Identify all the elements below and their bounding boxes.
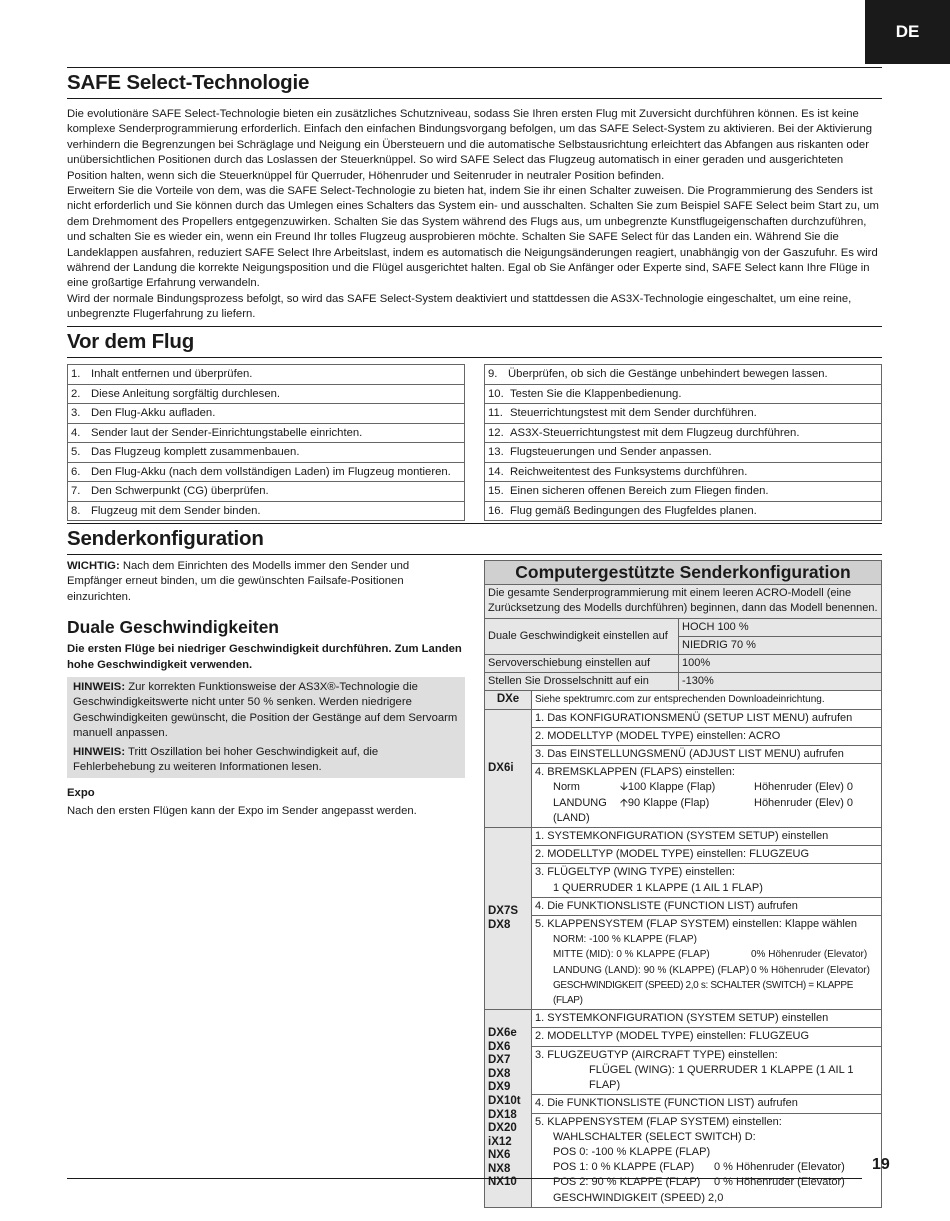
hint-2-label: HINWEIS: (73, 745, 126, 758)
dx6i-step-3: 3. Das EINSTELLUNGSMENÜ (ADJUST LIST MENU) aufrufen (532, 746, 882, 764)
checklist-cell (485, 482, 882, 502)
checklist-cell (68, 404, 465, 424)
checklist-row (68, 423, 465, 443)
checklist-row (485, 423, 882, 443)
checklist-text: Testen Sie die Klappenbedienung. (510, 387, 682, 400)
checklist-text: Einen sicheren offenen Bereich zum Fliegen finden. (510, 485, 769, 498)
important-label: WICHTIG: (67, 560, 120, 572)
dx6i-land-elev: Höhenruder (Elev) 0 (754, 796, 854, 809)
checklist-text: Flugzeug mit dem Sender binden. (91, 504, 261, 517)
checklist-cell (485, 404, 882, 424)
safe-section (67, 67, 882, 323)
dx7s-mid-elev: 0% Höhenruder (Elevator) (751, 949, 868, 961)
dx7s-mid-row (535, 947, 878, 962)
checklist-number: 10. (488, 387, 504, 400)
table-title: Computergestützte Senderkonfiguration (485, 561, 882, 585)
dx6e-step-1: 1. SYSTEMKONFIGURATION (SYSTEM SETUP) einstellen (532, 1010, 882, 1028)
expo-title: Expo (67, 787, 95, 800)
dx7s-norm: NORM: -100 % KLAPPE (FLAP) (553, 934, 697, 946)
footer-rule (67, 1178, 862, 1179)
preflight-section (67, 326, 882, 358)
checklist-number: 7. (71, 485, 81, 498)
page-number: 19 (872, 1156, 890, 1173)
checklist-text: Steuerrichtungstest mit dem Sender durchführen. (510, 407, 757, 420)
throttle-cut-value: -130% (679, 673, 882, 691)
dx7s-step-1: 1. SYSTEMKONFIGURATION (SYSTEM SETUP) einstellen (532, 828, 882, 846)
dx6i-step-2: 2. MODELLTYP (MODEL TYPE) einstellen: ACRO (532, 727, 882, 745)
checklist-row (485, 384, 882, 404)
expo-text: Nach den ersten Flügen kann der Expo im Sender angepasst werden. (67, 804, 417, 817)
dx6i-land-label: LANDUNG (LAND) (553, 796, 607, 824)
hint-1 (73, 680, 459, 742)
checklist-text: Flugsteuerungen und Sender anpassen. (510, 446, 712, 459)
dx6e-step-3-title: 3. FLUGZEUGTYP (AIRCRAFT TYPE) einstellen: (535, 1048, 778, 1061)
checklist-row (485, 501, 882, 521)
dx6i-step-4-title: 4. BREMSKLAPPEN (FLAPS) einstellen: (535, 766, 735, 779)
safe-title: SAFE Select-Technologie (67, 71, 310, 94)
model-name: NX6 (488, 1149, 511, 1162)
safe-paragraph-1: Die evolutionäre SAFE Select-Technologie bieten ein zusätzliches Schutzniveau, sodass Sie Ihren ersten Flug mit Zuversicht durchführen können. Es ist keine komplexe Senderprogrammierung erforderlich. Einfach den einfachen Bindungsvorgang befolgen, um das SAFE Select-System zu aktivieren. Bei der Aktivierung verhindern die Begrenzungen bei Schräglage und Neigung ein Übersteuern und die automatische Selbstausrichtung erleichtert das Abfangen aus riskanten oder unübersichtlichen Positionen durch das Loslassen der Steuerknüppel. So wird SAFE Select das Flugzeug automatisch in einer geraden und ausgerichteten Position halten, wenn sich die Steuerknüppel für Querruder, Höhenruder und Seitenruder in neutraler Position befinden. (67, 108, 873, 182)
model-name: DX6 (488, 1040, 511, 1053)
dx7s-mid: MITTE (MID): 0 % KLAPPE (FLAP) (553, 949, 710, 961)
dx6e-pos2: POS 2: 90 % KLAPPE (FLAP) (553, 1176, 701, 1189)
dx7s-step-3-title: 3. FLÜGELTYP (WING TYPE) einstellen: (535, 866, 735, 879)
hint-box (67, 677, 465, 778)
preflight-checklist-left (67, 364, 465, 521)
safe-paragraph-2: Erweitern Sie die Vorteile von dem, was die SAFE Select-Technologie zu bieten hat, indem Sie ihr einen Schalter zuweisen. Die Programmierung des Senders ist nicht erforderlich und Sie können durch das Umlegen eines Schalters das System ein- und ausschalten. Schalten Sie zum Beispiel SAFE Select beim Start zu, um dem Drehmoment des Propellers entgegenzuwirken. Schalten Sie das System während des Flugs aus, um unbegrenzte Kunstflugeigenschaften durchzuführen, und schalten Sie es wieder ein, wenn ein Freund Ihr tolles Flugzeug ausprobieren möchte. Schalten Sie SAFE Select für das Landen ein. Während Sie die Landeklappen ausfahren, reduziert SAFE Select Ihre Arbeitslast, indem es automatisch die Neigungsänderungen reagiert, unabhängig von der Gaszufuhr. Es wird während der Landung die korrekte Neigungsposition und die Flügel ausgerichtet halten. Egal ob Sie Anfänger oder Experte sind, SAFE Select kann Ihre Flüge in eine großartige Erfahrung verwandeln. (67, 185, 879, 290)
servo-travel-label: Servoverschiebung einstellen auf (485, 655, 679, 673)
dx7s-speed: GESCHWINDIGKEIT (SPEED) 2,0 s: SCHALTER (SWITCH) = KLAPPE (FLAP) (553, 979, 854, 1007)
dual-rate-label: Duale Geschwindigkeit einstellen auf (485, 618, 679, 654)
model-dx7s-dx8: DX7S DX8 (485, 828, 532, 1010)
language-tab (865, 0, 950, 64)
dual-rates-title: Duale Geschwindigkeiten (67, 617, 279, 638)
dx6e-pos1: POS 1: 0 % KLAPPE (FLAP) (553, 1161, 695, 1174)
dx6e-speed: GESCHWINDIGKEIT (SPEED) 2,0 (553, 1191, 724, 1204)
checklist-cell (68, 423, 465, 443)
checklist-number: 14. (488, 465, 504, 478)
dx6e-pos0: POS 0: -100 % KLAPPE (FLAP) (553, 1145, 711, 1158)
throttle-cut-label: Stellen Sie Drosselschnitt auf ein (485, 673, 679, 691)
preflight-checklist-right (484, 364, 882, 521)
dx6i-norm-label: Norm (553, 781, 580, 794)
hint-1-text: Zur korrekten Funktionsweise der AS3X®-Technologie die Geschwindigkeitswerte nicht unter 50 % senken. Werden niedrigere Geschwindigkeiten gewünscht, die Position der Gestänge auf dem Servoarm manuell anpassen. (73, 681, 458, 740)
checklist-cell (68, 384, 465, 404)
checklist-cell (485, 501, 882, 521)
checklist-cell (485, 462, 882, 482)
dx7s-step-5 (532, 916, 882, 1010)
checklist-number: 9. (488, 368, 498, 381)
checklist-row (485, 404, 882, 424)
dual-rates-instruction: Die ersten Flüge bei niedriger Geschwindigkeit durchführen. Zum Landen hohe Geschwindigkeit verwenden. (67, 643, 462, 671)
model-name: DX8 (488, 1067, 511, 1080)
checklist-cell (68, 501, 465, 521)
checklist-number: 2. (71, 387, 81, 400)
checklist-number: 13. (488, 446, 504, 459)
dx6e-step-3 (532, 1046, 882, 1095)
dx6i-norm-text: 100 Klappe (Flap) (627, 781, 716, 794)
dx6e-step-5-title: 5. KLAPPENSYSTEM (FLAP SYSTEM) einstellen: (535, 1115, 782, 1128)
model-dx6i: DX6i (485, 709, 532, 827)
dx6i-norm-row (535, 780, 878, 795)
checklist-row (68, 482, 465, 502)
model-name: DX9 (488, 1081, 511, 1094)
checklist-cell (68, 365, 465, 385)
dx7s-step-3 (532, 864, 882, 897)
checklist-number: 8. (71, 504, 81, 517)
checklist-row (485, 462, 882, 482)
model-name: DX10t (488, 1094, 521, 1107)
dx7s-land-row (535, 963, 878, 978)
checklist-cell (485, 443, 882, 463)
dx6e-pos1-row (535, 1160, 878, 1175)
checklist-number: 12. (488, 426, 504, 439)
checklist-number: 15. (488, 485, 504, 498)
dx6i-step-1: 1. Das KONFIGURATIONSMENÜ (SETUP LIST MENU) aufrufen (532, 709, 882, 727)
checklist-text: Den Schwerpunkt (CG) überprüfen. (91, 485, 269, 498)
model-name: NX8 (488, 1162, 511, 1175)
checklist-text: Diese Anleitung sorgfältig durchlesen. (91, 387, 281, 400)
checklist-cell (68, 482, 465, 502)
sender-left-column (67, 559, 465, 819)
dual-rate-high: HOCH 100 % (679, 618, 882, 636)
dx7s-step-5-title: 5. KLAPPENSYSTEM (FLAP SYSTEM) einstellen: Klappe wählen (535, 918, 857, 931)
model-name: DX6e (488, 1026, 517, 1039)
safe-paragraph-3: Wird der normale Bindungsprozess befolgt, so wird das SAFE Select-System deaktiviert und stattdessen die AS3X-Technologie eingeschaltet, um eine reine, unbegrenzte Flugerfahrung zu liefern. (67, 292, 852, 321)
checklist-text: Den Flug-Akku aufladen. (91, 407, 216, 420)
dx7s-step-3-value: 1 QUERRUDER 1 KLAPPE (1 AIL 1 FLAP) (553, 881, 763, 894)
checklist-text: Flug gemäß Bedingungen des Flugfeldes planen. (510, 504, 757, 517)
dx7s-step-4: 4. Die FUNKTIONSLISTE (FUNCTION LIST) aufrufen (532, 897, 882, 915)
preflight-title: Vor dem Flug (67, 330, 195, 353)
checklist-text: Reichweitentest des Funksystems durchführen. (510, 465, 748, 478)
checklist-text: Das Flugzeug komplett zusammenbauen. (91, 446, 300, 459)
dx6e-pos2-elev: 0 % Höhenruder (Elevator) (714, 1176, 845, 1189)
sender-section (67, 523, 882, 555)
checklist-cell (485, 384, 882, 404)
dx6e-step-3-value: FLÜGEL (WING): 1 QUERRUDER 1 KLAPPE (1 AIL 1 FLAP) (589, 1063, 854, 1092)
dx7s-land-elev: 0 % Höhenruder (Elevator) (751, 964, 870, 976)
checklist-number: 16. (488, 504, 504, 517)
dx7s-step-2: 2. MODELLTYP (MODEL TYPE) einstellen: FLUGZEUG (532, 846, 882, 864)
checklist-text: Den Flug-Akku (nach dem vollständigen Laden) im Flugzeug montieren. (91, 465, 451, 478)
table-intro: Die gesamte Senderprogrammierung mit einem leeren ACRO-Modell (eine Zurücksetzung des Modells durchführen) beginnen, dann das Modell benennen. (485, 585, 882, 618)
checklist-text: AS3X-Steuerrichtungstest mit dem Flugzeug durchführen. (510, 426, 800, 439)
dx6e-select-switch: WAHLSCHALTER (SELECT SWITCH) D: (553, 1130, 756, 1143)
transmitter-setup-table (484, 560, 882, 1208)
checklist-row (485, 443, 882, 463)
dx6e-step-5 (532, 1113, 882, 1207)
checklist-row (68, 365, 465, 385)
model-name: iX12 (488, 1135, 512, 1148)
arrow-down-icon: 🡫 (620, 781, 628, 794)
hint-1-label: HINWEIS: (73, 681, 126, 694)
checklist-row (485, 365, 882, 385)
dx6e-step-2: 2. MODELLTYP (MODEL TYPE) einstellen: FLUGZEUG (532, 1028, 882, 1046)
dx6e-pos1-elev: 0 % Höhenruder (Elevator) (714, 1161, 845, 1174)
important-note (67, 559, 465, 605)
checklist-number: 6. (71, 465, 81, 478)
checklist-row (68, 384, 465, 404)
checklist-number: 3. (71, 407, 81, 420)
checklist-row (68, 501, 465, 521)
hint-2 (73, 745, 459, 776)
checklist-cell (68, 443, 465, 463)
dx6i-land-value (620, 796, 754, 826)
checklist-row (68, 404, 465, 424)
dx6e-step-4: 4. Die FUNKTIONSLISTE (FUNCTION LIST) aufrufen (532, 1095, 882, 1113)
arrow-up-icon: 🡩 (620, 796, 628, 809)
checklist-text: Sender laut der Sender-Einrichtungstabelle einrichten. (91, 426, 363, 439)
checklist-text: Inhalt entfernen und überprüfen. (91, 368, 253, 381)
checklist-row (68, 462, 465, 482)
dx6i-step-4 (532, 764, 882, 828)
dx6i-land-text: 90 Klappe (Flap) (627, 796, 710, 809)
dx7s-land: LANDUNG (LAND): 90 % (KLAPPE) (FLAP) (553, 964, 750, 976)
checklist-text: Überprüfen, ob sich die Gestänge unbehindert bewegen lassen. (508, 368, 828, 381)
language-label: DE (895, 22, 920, 41)
checklist-number: 11. (488, 407, 503, 420)
model-name: DX7 (488, 1054, 511, 1067)
checklist-number: 5. (71, 446, 81, 459)
checklist-cell (485, 423, 882, 443)
dx6i-land-row (535, 796, 878, 826)
checklist-number: 1. (71, 368, 81, 381)
model-name: DX18 (488, 1108, 517, 1121)
model-dxe: DXe (485, 691, 532, 709)
dx6i-norm-value (620, 780, 754, 795)
checklist-number: 4. (71, 426, 81, 439)
model-name: DX20 (488, 1122, 517, 1135)
important-text: Nach dem Einrichten des Modells immer den Sender und Empfänger erneut binden, um die gewünschten Failsafe-Positionen einzurichten. (67, 560, 410, 603)
sender-title: Senderkonfiguration (67, 527, 264, 550)
dual-rate-low: NIEDRIG 70 % (679, 636, 882, 654)
checklist-cell (68, 462, 465, 482)
dx6i-norm-elev: Höhenruder (Elev) 0 (754, 781, 854, 794)
model-name: NX10 (488, 1176, 517, 1189)
checklist-cell (485, 365, 882, 385)
checklist-row (68, 443, 465, 463)
servo-travel-value: 100% (679, 655, 882, 673)
dxe-text: Siehe spektrumrc.com zur entsprechenden Downloadeinrichtung. (532, 691, 882, 709)
hint-2-text: Tritt Oszillation bei hoher Geschwindigkeit auf, die Fehlerbehebung zu weiteren Informationen lesen. (73, 745, 379, 774)
checklist-row (485, 482, 882, 502)
